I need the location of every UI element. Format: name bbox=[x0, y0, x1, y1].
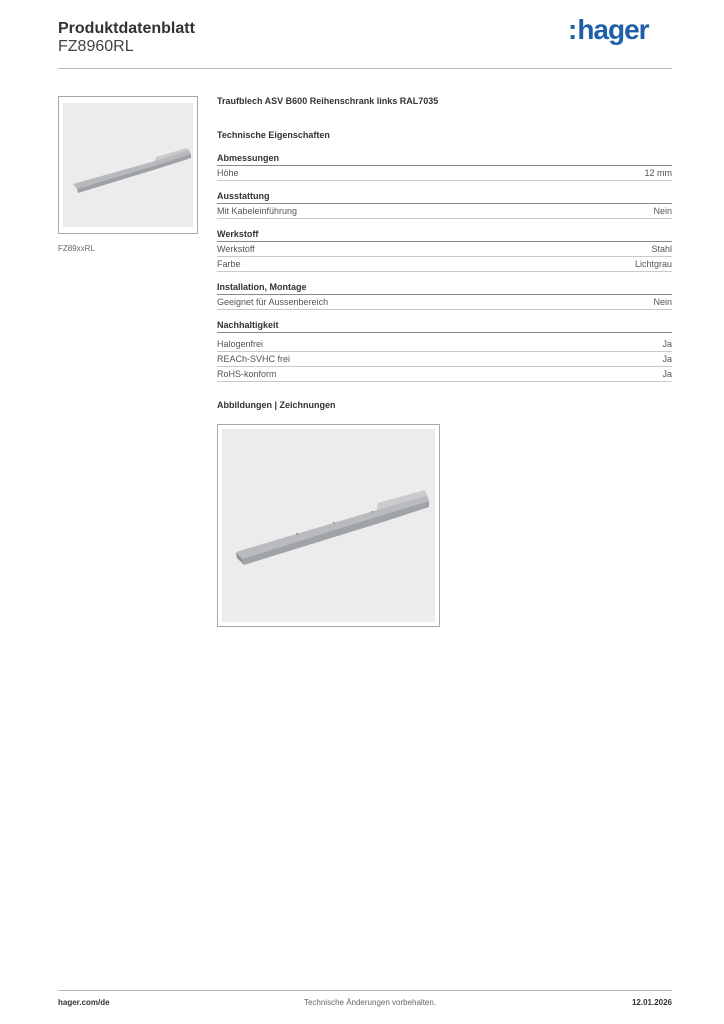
document-title: Produktdatenblatt bbox=[58, 20, 195, 37]
spec-row bbox=[217, 166, 672, 181]
product-drawing bbox=[217, 424, 440, 627]
spec-value: Nein bbox=[653, 297, 672, 307]
spec-label: Geeignet für Aussenbereich bbox=[217, 297, 329, 307]
product-thumbnail bbox=[58, 96, 198, 234]
footer-disclaimer: Technische Änderungen vorbehalten. bbox=[303, 998, 437, 1007]
spec-group-installation bbox=[217, 280, 672, 310]
thumbnail-caption: FZ89xxRL bbox=[58, 244, 95, 253]
spec-value: Nein bbox=[653, 206, 672, 216]
rain-plate-icon bbox=[222, 429, 435, 622]
spec-value: 12 mm bbox=[644, 168, 672, 178]
spec-value: Stahl bbox=[651, 244, 672, 254]
group-heading: Werkstoff bbox=[217, 227, 672, 242]
product-drawing-image bbox=[222, 429, 435, 622]
footer-divider bbox=[58, 990, 672, 991]
group-heading: Nachhaltigkeit bbox=[217, 318, 672, 333]
group-heading: Ausstattung bbox=[217, 189, 672, 204]
spec-label: Werkstoff bbox=[217, 244, 255, 254]
spec-row bbox=[217, 337, 672, 352]
spec-row bbox=[217, 242, 672, 257]
spec-row bbox=[217, 295, 672, 310]
spec-group-sustainability bbox=[217, 318, 672, 382]
section-title: Technische Eigenschaften bbox=[217, 130, 330, 140]
group-heading: Abmessungen bbox=[217, 151, 672, 166]
spec-row bbox=[217, 367, 672, 382]
spec-group-equipment bbox=[217, 189, 672, 219]
spec-label: Höhe bbox=[217, 168, 239, 178]
spec-label: REACh-SVHC frei bbox=[217, 354, 291, 364]
product-title: Traufblech ASV B600 Reihenschrank links RAL7035 bbox=[217, 96, 439, 106]
product-thumbnail-image bbox=[63, 103, 193, 227]
spec-row bbox=[217, 352, 672, 367]
logo-text: hager bbox=[577, 14, 649, 45]
product-specification bbox=[217, 96, 672, 410]
rain-plate-icon bbox=[63, 103, 193, 227]
group-heading: Installation, Montage bbox=[217, 280, 672, 295]
spec-label: Farbe bbox=[217, 259, 241, 269]
footer-date: 12.01.2026 bbox=[631, 998, 672, 1007]
spec-label: Mit Kabeleinführung bbox=[217, 206, 298, 216]
hager-logo bbox=[568, 14, 649, 46]
spec-value: Lichtgrau bbox=[634, 259, 672, 269]
spec-label: Halogenfrei bbox=[217, 339, 264, 349]
header-divider bbox=[58, 68, 672, 69]
logo-dots-icon: : bbox=[568, 14, 577, 45]
footer-website-link[interactable]: hager.com/de bbox=[58, 998, 110, 1007]
spec-value: Ja bbox=[662, 339, 672, 349]
spec-row bbox=[217, 204, 672, 219]
spec-row bbox=[217, 257, 672, 272]
spec-value: Ja bbox=[662, 369, 672, 379]
product-code: FZ8960RL bbox=[58, 38, 134, 55]
spec-group-material bbox=[217, 227, 672, 272]
spec-value: Ja bbox=[662, 354, 672, 364]
images-section-title: Abbildungen | Zeichnungen bbox=[217, 400, 336, 410]
spec-group-dimensions bbox=[217, 151, 672, 181]
spec-label: RoHS-konform bbox=[217, 369, 277, 379]
